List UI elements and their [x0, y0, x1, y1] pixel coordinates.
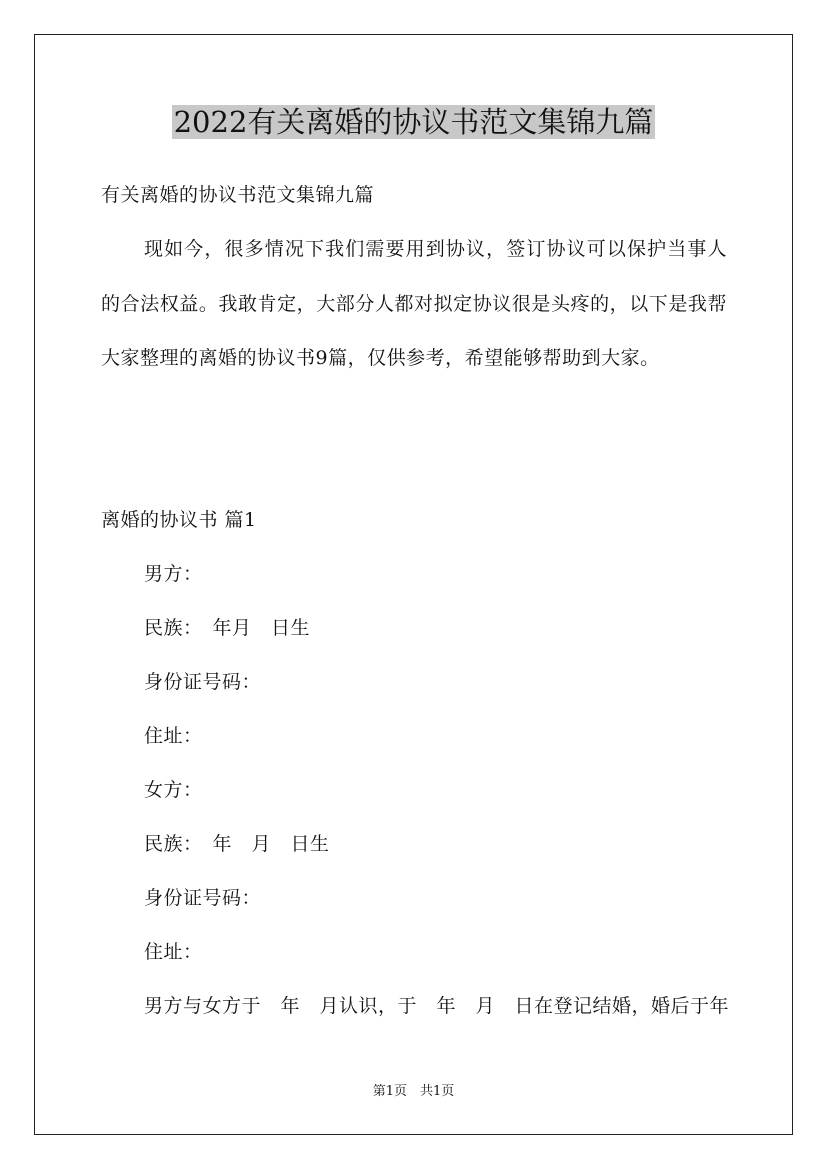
- document-title: [0, 100, 827, 144]
- male-ethnicity-line: 民族： 年月 日生: [144, 617, 311, 639]
- intro-paragraph: 现如今，很多情况下我们需要用到协议，签订协议可以保护当事人的合法权益。我敢肯定，大部分人都对拟定协议很是头疼的，以下是我帮大家整理的离婚的协议书9篇，仅供参考，希望能够帮助到大家。: [101, 238, 727, 369]
- document-title-text: 2022有关离婚的协议书范文集锦九篇: [173, 105, 654, 139]
- female-party-line: 女方：: [144, 779, 203, 801]
- male-address-line: 住址：: [144, 725, 203, 747]
- female-ethnicity-line: 民族： 年 月 日生: [144, 833, 330, 855]
- female-address-line: 住址：: [144, 941, 203, 963]
- document-subtitle: 有关离婚的协议书范文集锦九篇: [101, 184, 375, 206]
- male-id-line: 身份证号码：: [144, 671, 262, 693]
- section-heading: 离婚的协议书 篇1: [101, 509, 257, 531]
- female-id-line: 身份证号码：: [144, 887, 262, 909]
- marriage-history-line: 男方与女方于 年 月认识，于 年 月 日在登记结婚，婚后于年: [144, 995, 730, 1017]
- page-number-footer: 第1页 共1页: [372, 1084, 455, 1099]
- male-party-line: 男方：: [144, 563, 203, 585]
